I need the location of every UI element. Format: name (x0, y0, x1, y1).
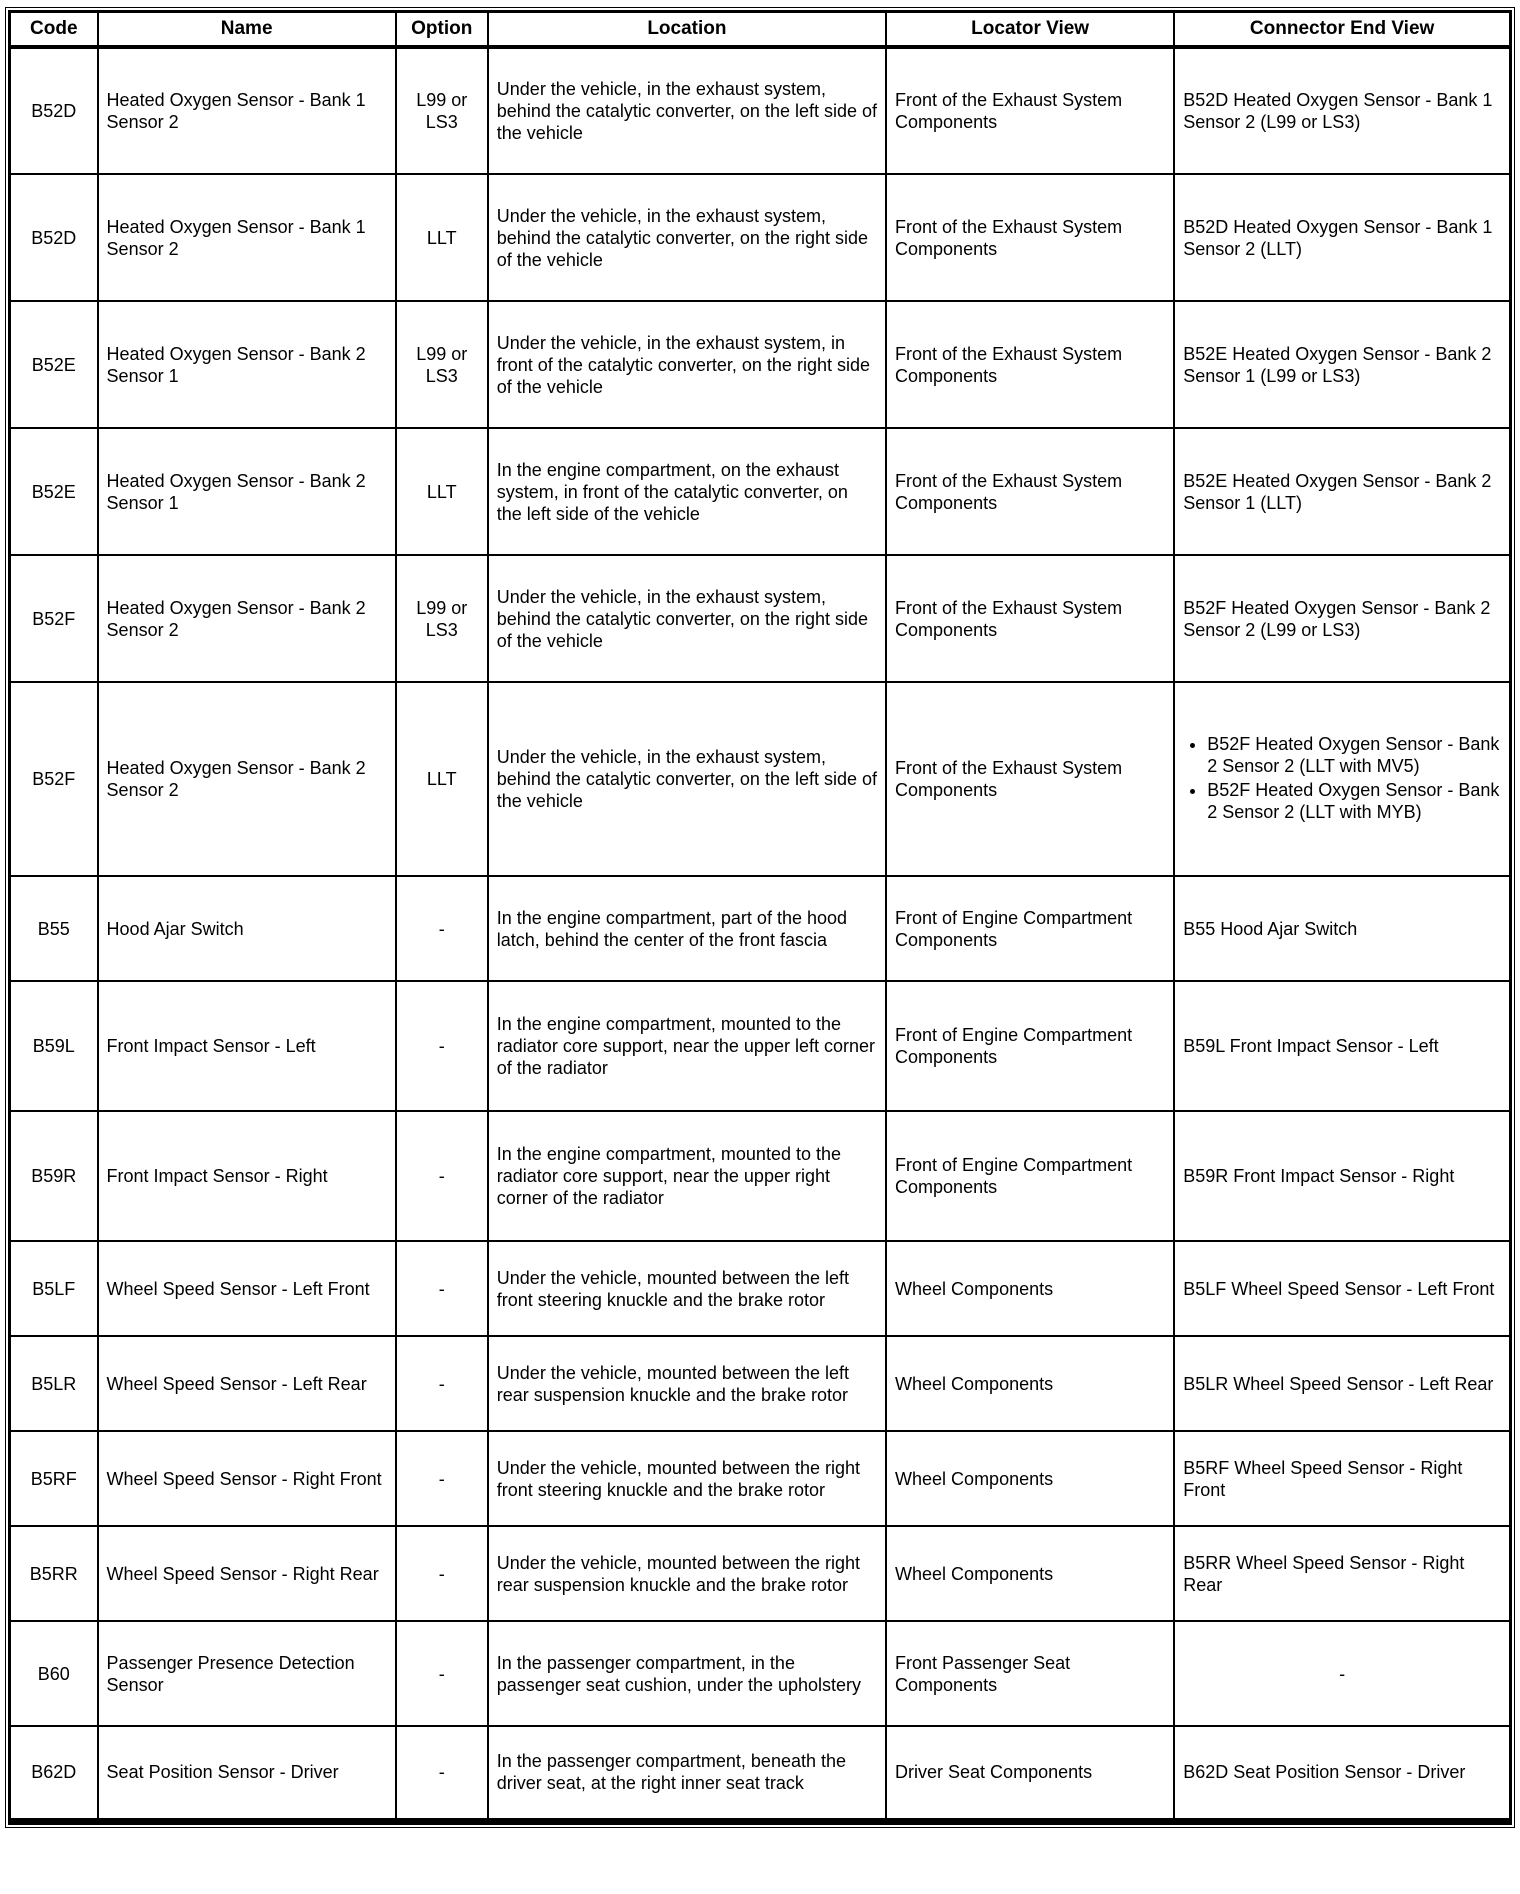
cell-locator_view: Front of the Exhaust System Components (886, 682, 1174, 876)
cell-option: - (396, 1726, 488, 1821)
cell-code: B52D (10, 47, 98, 174)
cell-name: Heated Oxygen Sensor - Bank 2 Sensor 2 (98, 555, 396, 682)
cell-connector_end_view: B52D Heated Oxygen Sensor - Bank 1 Sensor 2 (LLT) (1174, 174, 1510, 301)
cell-location: Under the vehicle, mounted between the right front steering knuckle and the brake rotor (488, 1431, 886, 1526)
cell-location: In the engine compartment, mounted to the radiator core support, near the upper left corner of the radiator (488, 981, 886, 1111)
cell-code: B52E (10, 301, 98, 428)
cell-name: Heated Oxygen Sensor - Bank 2 Sensor 2 (98, 682, 396, 876)
column-header-name: Name (98, 12, 396, 48)
cell-connector_end_view: B52F Heated Oxygen Sensor - Bank 2 Sensor 2 (L99 or LS3) (1174, 555, 1510, 682)
table-row (10, 981, 1511, 1111)
connector-locator-table (8, 10, 1512, 1825)
cell-code: B59R (10, 1111, 98, 1241)
cell-connector_end_view: B5LF Wheel Speed Sensor - Left Front (1174, 1241, 1510, 1336)
cell-code: B62D (10, 1726, 98, 1821)
table-row (10, 1526, 1511, 1621)
cell-locator_view: Front of the Exhaust System Components (886, 301, 1174, 428)
cell-connector_end_view: B5LR Wheel Speed Sensor - Left Rear (1174, 1336, 1510, 1431)
column-header-code: Code (10, 12, 98, 48)
cell-connector_end_view: B55 Hood Ajar Switch (1174, 876, 1510, 981)
column-header-option: Option (396, 12, 488, 48)
cell-connector_end_view: B5RR Wheel Speed Sensor - Right Rear (1174, 1526, 1510, 1621)
cell-location: In the passenger compartment, in the passenger seat cushion, under the upholstery (488, 1621, 886, 1726)
cell-name: Wheel Speed Sensor - Left Front (98, 1241, 396, 1336)
cell-location: In the engine compartment, part of the hood latch, behind the center of the front fascia (488, 876, 886, 981)
cell-code: B55 (10, 876, 98, 981)
cell-connector_end_view: B52D Heated Oxygen Sensor - Bank 1 Sensor 2 (L99 or LS3) (1174, 47, 1510, 174)
column-header-locator_view: Locator View (886, 12, 1174, 48)
cell-option: L99 or LS3 (396, 301, 488, 428)
cell-connector_end_view: B59L Front Impact Sensor - Left (1174, 981, 1510, 1111)
cell-connector_end_view: - (1174, 1621, 1510, 1726)
cell-code: B52F (10, 555, 98, 682)
cell-locator_view: Front Passenger Seat Components (886, 1621, 1174, 1726)
cell-locator_view: Front of the Exhaust System Components (886, 428, 1174, 555)
bullet-item: • B52F Heated Oxygen Sensor - Bank 2 Sensor 2 (LLT with MYB) (1207, 779, 1501, 823)
cell-location: Under the vehicle, mounted between the right rear suspension knuckle and the brake rotor (488, 1526, 886, 1621)
cell-name: Wheel Speed Sensor - Left Rear (98, 1336, 396, 1431)
cell-code: B52D (10, 174, 98, 301)
cell-option: L99 or LS3 (396, 555, 488, 682)
cell-location: In the engine compartment, mounted to the radiator core support, near the upper right corner of the radiator (488, 1111, 886, 1241)
cell-code: B52F (10, 682, 98, 876)
cell-locator_view: Front of Engine Compartment Components (886, 1111, 1174, 1241)
cell-name: Heated Oxygen Sensor - Bank 2 Sensor 1 (98, 301, 396, 428)
cell-location: Under the vehicle, mounted between the left front steering knuckle and the brake rotor (488, 1241, 886, 1336)
cell-locator_view: Wheel Components (886, 1431, 1174, 1526)
table-row (10, 301, 1511, 428)
column-header-location: Location (488, 12, 886, 48)
cell-connector_end_view (1174, 682, 1510, 876)
cell-locator_view: Wheel Components (886, 1241, 1174, 1336)
cell-connector_end_view: B52E Heated Oxygen Sensor - Bank 2 Sensor 1 (LLT) (1174, 428, 1510, 555)
cell-option: - (396, 1241, 488, 1336)
cell-code: B5RF (10, 1431, 98, 1526)
cell-option: - (396, 981, 488, 1111)
cell-locator_view: Driver Seat Components (886, 1726, 1174, 1821)
cell-name: Front Impact Sensor - Left (98, 981, 396, 1111)
cell-option: LLT (396, 174, 488, 301)
cell-locator_view: Front of the Exhaust System Components (886, 174, 1174, 301)
cell-name: Heated Oxygen Sensor - Bank 2 Sensor 1 (98, 428, 396, 555)
cell-option: - (396, 876, 488, 981)
table-row (10, 1621, 1511, 1726)
cell-locator_view: Wheel Components (886, 1526, 1174, 1621)
cell-locator_view: Front of the Exhaust System Components (886, 47, 1174, 174)
cell-name: Wheel Speed Sensor - Right Front (98, 1431, 396, 1526)
cell-option: LLT (396, 682, 488, 876)
cell-option: LLT (396, 428, 488, 555)
cell-location: In the engine compartment, on the exhaust system, in front of the catalytic converter, on the left side of the vehicle (488, 428, 886, 555)
cell-locator_view: Front of the Exhaust System Components (886, 555, 1174, 682)
table-row (10, 555, 1511, 682)
cell-option: - (396, 1526, 488, 1621)
cell-name: Front Impact Sensor - Right (98, 1111, 396, 1241)
table-row (10, 1111, 1511, 1241)
cell-name: Heated Oxygen Sensor - Bank 1 Sensor 2 (98, 47, 396, 174)
cell-code: B5LR (10, 1336, 98, 1431)
cell-connector_end_view: B5RF Wheel Speed Sensor - Right Front (1174, 1431, 1510, 1526)
cell-code: B60 (10, 1621, 98, 1726)
cell-option: L99 or LS3 (396, 47, 488, 174)
table-row (10, 876, 1511, 981)
cell-name: Seat Position Sensor - Driver (98, 1726, 396, 1821)
cell-name: Wheel Speed Sensor - Right Rear (98, 1526, 396, 1621)
table-body (10, 47, 1511, 1821)
cell-location: In the passenger compartment, beneath the driver seat, at the right inner seat track (488, 1726, 886, 1821)
table-row (10, 47, 1511, 174)
table-row (10, 1726, 1511, 1821)
cell-name: Hood Ajar Switch (98, 876, 396, 981)
cell-locator_view: Front of Engine Compartment Components (886, 981, 1174, 1111)
table-row (10, 1336, 1511, 1431)
table-header (10, 12, 1511, 48)
cell-code: B52E (10, 428, 98, 555)
cell-location: Under the vehicle, in the exhaust system, behind the catalytic converter, on the right side of the vehicle (488, 174, 886, 301)
bullet-item: • B52F Heated Oxygen Sensor - Bank 2 Sensor 2 (LLT with MV5) (1207, 733, 1501, 777)
table-row (10, 1431, 1511, 1526)
cell-location: Under the vehicle, in the exhaust system, behind the catalytic converter, on the left side of the vehicle (488, 47, 886, 174)
cell-code: B5RR (10, 1526, 98, 1621)
cell-location: Under the vehicle, in the exhaust system, behind the catalytic converter, on the right side of the vehicle (488, 555, 886, 682)
header-row (10, 12, 1511, 48)
table-row (10, 1241, 1511, 1336)
cell-locator_view: Front of Engine Compartment Components (886, 876, 1174, 981)
cell-connector_end_view: B59R Front Impact Sensor - Right (1174, 1111, 1510, 1241)
cell-location: Under the vehicle, in the exhaust system, in front of the catalytic converter, on the right side of the vehicle (488, 301, 886, 428)
cell-code: B5LF (10, 1241, 98, 1336)
cell-name: Passenger Presence Detection Sensor (98, 1621, 396, 1726)
column-header-connector_end_view: Connector End View (1174, 12, 1510, 48)
table-row (10, 174, 1511, 301)
table-row (10, 682, 1511, 876)
cell-code: B59L (10, 981, 98, 1111)
cell-option: - (396, 1431, 488, 1526)
bullet-list (1183, 733, 1501, 823)
cell-connector_end_view: B52E Heated Oxygen Sensor - Bank 2 Sensor 1 (L99 or LS3) (1174, 301, 1510, 428)
cell-location: Under the vehicle, mounted between the left rear suspension knuckle and the brake rotor (488, 1336, 886, 1431)
cell-location: Under the vehicle, in the exhaust system, behind the catalytic converter, on the left side of the vehicle (488, 682, 886, 876)
cell-option: - (396, 1111, 488, 1241)
cell-option: - (396, 1621, 488, 1726)
cell-connector_end_view: B62D Seat Position Sensor - Driver (1174, 1726, 1510, 1821)
cell-option: - (396, 1336, 488, 1431)
cell-name: Heated Oxygen Sensor - Bank 1 Sensor 2 (98, 174, 396, 301)
table-row (10, 428, 1511, 555)
cell-locator_view: Wheel Components (886, 1336, 1174, 1431)
